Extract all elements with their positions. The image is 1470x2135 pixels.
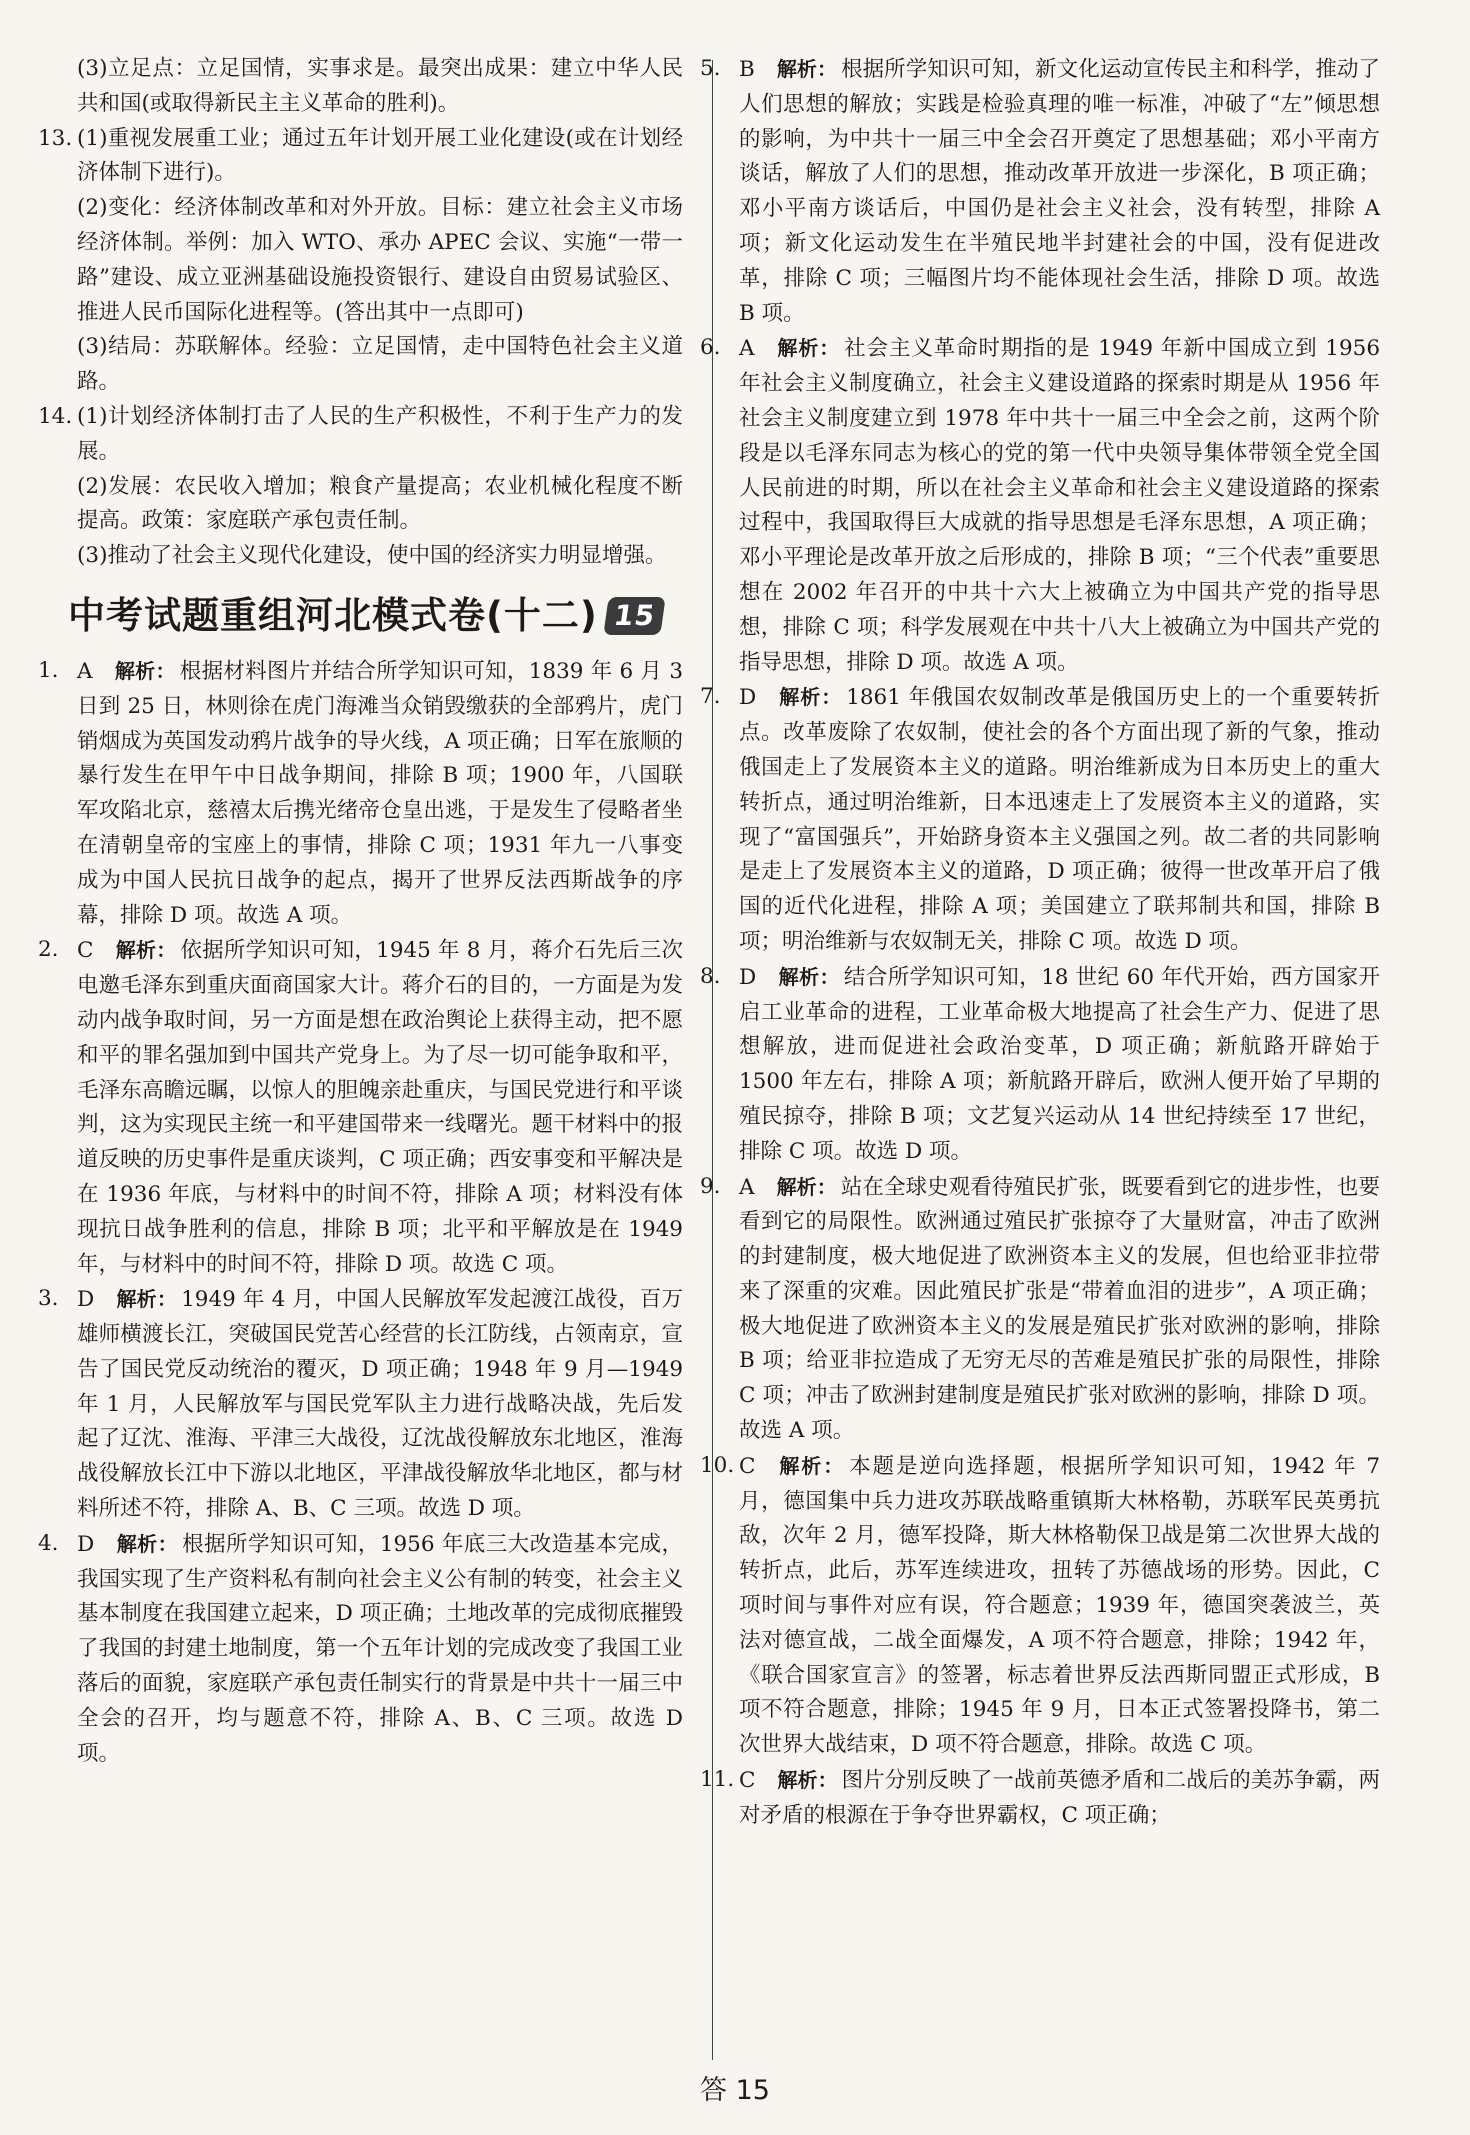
question-number: 11. [700, 1767, 735, 1793]
analysis-label: 解析： [776, 336, 841, 361]
page-number: 答 15 [700, 2075, 770, 2106]
answer-letter: D [739, 685, 757, 711]
analysis-label: 解析： [778, 685, 843, 710]
answer-letter: D [77, 1287, 95, 1313]
analysis-text: 本题是逆向选择题，根据所学知识可知，1942 年 7 月，德国集中兵力进攻苏联战略重镇斯大林格勒，苏联军民英勇抗敌，次年 2 月，德军投降，斯大林格勒保卫战是第二次世界大战的转折点，此后，苏军连续进攻，扭转了苏德战场的形势。因此，C 项时间与事件对应有误，符合题意；1939 年，德国突袭波兰，英法对德宣战，二战全面爆发，A 项不符合题意，排除；1942 年，《联合国家宣言》的签署，标志着世界反法西斯同盟正式形成，B 项不符合题意，排除；1945 年 9 月，日本正式签署投降书，第二次世界大战结束，D 项不符合题意，排除。故选 C 项。 [739, 1453, 1380, 1758]
analysis-label: 解析： [115, 938, 177, 963]
answer-letter: C [739, 1453, 756, 1479]
continuation-paragraph: (3)立足点：立足国情，实事求是。最突出成果：建立中华人民共和国(或取得新民主主义革命的胜利)。 [77, 56, 683, 116]
answer-letter: B [739, 57, 755, 82]
answer-letter: A [77, 658, 93, 684]
analysis-label: 解析： [777, 1453, 846, 1478]
answer-letter: A [739, 336, 755, 362]
question-number: 3. [38, 1286, 59, 1312]
question-number: 5. [700, 56, 721, 81]
question-number: 6. [700, 335, 721, 361]
question-number: 14. [38, 403, 73, 429]
question-number: 1. [38, 657, 59, 683]
answer-item [700, 1763, 1380, 1834]
question-number: 8. [700, 963, 721, 989]
section-title-text: 中考试题重组河北模式卷(十二) [68, 593, 598, 637]
analysis-text: 根据所学知识可知，1956 年底三大改造基本完成，我国实现了生产资料私有制向社会主义公有制的转变，社会主义基本制度在我国建立起来，D 项正确；土地改革的完成彻底摧毁了我国的封建土地制度，第一个五年计划的完成改变了我国工业落后的面貌，家庭联产承包责任制实行的背景是中共十一届三中全会的召开，均与题意不符，排除 A、B、C 三项。故选 D 项。 [77, 1531, 684, 1766]
answer-letter: D [77, 1531, 95, 1557]
analysis-text: 社会主义革命时期指的是 1949 年新中国成立到 1956 年社会主义制度确立，社会主义建设道路的探索时期是从 1956 年社会主义制度建立到 1978 年中共十一届三中全会之前，这两个阶段是以毛泽东同志为核心的党的第一代中央领导集体带领全党全国人民前进的时期，所以在社会主义革命和社会主义建设道路的探索过程中，我国取得巨大成就的指导思想是毛泽东思想，A 项正确；邓小平理论是改革开放之后形成的，排除 B 项；“三个代表”重要思想在 2002 年召开的中共十六大上被确立为中国共产党的指导思想，排除 C 项；科学发展观在中共十八大上被确立为中国共产党的指导思想，排除 D 项。故选 A 项。 [739, 336, 1381, 675]
analysis-text: 根据材料图片并结合所学知识可知，1839 年 6 月 3 日到 25 日，林则徐在虎门海滩当众销毁缴获的全部鸦片，虎门销烟成为英国发动鸦片战争的导火线，A 项正确；日军在旅顺的暴行发生在甲午中日战争期间，排除 B 项；1900 年，八国联军攻陷北京，慈禧太后携光绪帝仓皇出逃，于是发生了侵略者坐在清朝皇帝的宝座上的事情，排除 C 项；1931 年九一八事变成为中国人民抗日战争的起点，揭开了世界反法西斯战争的序幕，排除 D 项。故选 A 项。 [77, 658, 684, 928]
analysis-label: 解析： [114, 658, 176, 683]
answer-item [700, 1170, 1380, 1449]
answer-part: (2)发展：农民收入增加；粮食产量提高；农业机械化程度不断提高。政策：家庭联产承包责任制。 [77, 473, 683, 534]
analysis-text: 1949 年 4 月，中国人民解放军发起渡江战役，百万雄师横渡长江，突破国民党苦心经营的长江防线，占领南京，宣告了国民党反动统治的覆灭，D 项正确；1948 年 9 月—1949 年 1 月，人民解放军与国民党军队主力进行战略决战，先后发起了辽沈、淮海、平津三大战役，辽沈战役解放东北地区，淮海战役解放长江中下游以北地区，平津战役解放华北地区，都与材料所述不符，排除 A、B、C 三项。故选 D 项。 [77, 1287, 683, 1522]
answer-14 [38, 400, 683, 574]
left-column [38, 52, 683, 1771]
answer-item [38, 1527, 683, 1772]
answer-part: (1)重视发展重工业；通过五年计划开展工业化建设(或在计划经济体制下进行)。 [77, 125, 683, 186]
question-number: 2. [38, 937, 59, 963]
answer-item [700, 52, 1380, 331]
question-number: 4. [38, 1530, 59, 1556]
answer-item [700, 680, 1380, 959]
analysis-text: 依据所学知识可知，1945 年 8 月，蒋介石先后三次电邀毛泽东到重庆面商国家大计。蒋介石的目的，一方面是为发动内战争取时间，另一方面是想在政治舆论上获得主动，把不愿和平的罪名强加到中国共产党身上。为了尽一切可能争取和平，毛泽东高瞻远瞩，以惊人的胆魄亲赴重庆，与国民党进行和平谈判，这为实现民主统一和平建国带来一线曙光。题干材料中的报道反映的历史事件是重庆谈判，C 项正确；西安事变和平解决是在 1936 年底，与材料中的时间不符，排除 A 项；材料没有体现抗日战争胜利的信息，排除 B 项；北平和平解放是在 1949 年，与材料中的时间不符，排除 D 项。故选 C 项。 [77, 938, 683, 1277]
answer-13 [38, 122, 683, 400]
answer-letter: A [739, 1174, 755, 1200]
analysis-label: 解析： [776, 1174, 837, 1199]
analysis-text: 站在全球史观看待殖民扩张，既要看到它的进步性，也要看到它的局限性。欧洲通过殖民扩张掠夺了大量财富，冲击了欧洲的封建制度，极大地促进了欧洲资本主义的发展，但也给亚非拉带来了深重的灾难。因此殖民扩张是“带着血泪的进步”，A 项正确；极大地促进了欧洲资本主义的发展是殖民扩张对欧洲的影响，排除 B 项；给亚非拉造成了无穷无尽的苦难是殖民扩张的局限性，排除 C 项；冲击了欧洲封建制度是殖民扩张对欧洲的影响，排除 D 项。故选 A 项。 [739, 1174, 1380, 1444]
answer-item [700, 1449, 1380, 1763]
analysis-text: 图片分别反映了一战前英德矛盾和二战后的美苏争霸，两对矛盾的根源在于争夺世界霸权，C 项正确； [739, 1768, 1380, 1828]
answer-part: (1)计划经济体制打击了人民的生产积极性，不利于生产力的发展。 [77, 403, 683, 464]
answer-item [700, 960, 1380, 1170]
answer-part: (3)推动了社会主义现代化建设，使中国的经济实力明显增强。 [77, 543, 667, 569]
answer-item [38, 933, 683, 1282]
answer-item [38, 654, 683, 933]
analysis-text: 结合所学知识可知，18 世纪 60 年代开始，西方国家开启工业革命的进程，工业革命极大地提高了社会生产力、促进了思想解放，进而促进社会政治变革，D 项正确；新航路开辟始于 1500 年左右，排除 A 项；新航路开辟后，欧洲人便开始了早期的殖民掠夺，排除 B 项；文艺复兴运动从 14 世纪持续至 17 世纪，排除 C 项。故选 D 项。 [739, 964, 1380, 1164]
analysis-text: 根据所学知识可知，新文化运动宣传民主和科学，推动了人们思想的解放；实践是检验真理的唯一标准，冲破了“左”倾思想的影响，为中共十一届三中全会召开奠定了思想基础；邓小平南方谈话，解放了人们的思想，推动改革开放进一步深化，B 项正确；邓小平南方谈话后，中国仍是社会主义社会，没有转型，排除 A 项；新文化运动发生在半殖民地半封建社会的中国，没有促进改革，排除 C 项；三幅图片均不能体现社会生活，排除 D 项。故选 B 项。 [739, 57, 1380, 326]
question-number: 10. [700, 1452, 735, 1478]
answer-letter: C [77, 938, 94, 964]
question-number: 13. [38, 125, 73, 151]
analysis-label: 解析： [777, 1768, 838, 1793]
analysis-label: 解析： [778, 964, 840, 989]
answer-part: (2)变化：经济体制改革和对外开放。目标：建立社会主义市场经济体制。举例：加入 WTO、承办 APEC 会议、实施“一带一路”建设、成立亚洲基础设施投资银行、建设自由贸易试验区、推进人民币国际化进程等。(答出其中一点即可) [77, 195, 683, 325]
answer-letter: D [739, 964, 757, 990]
answer-part: (3)结局：苏联解体。经验：立足国情，走中国特色社会主义道路。 [77, 334, 683, 395]
section-number-badge: 15 [603, 597, 665, 635]
analysis-label: 解析： [116, 1531, 179, 1556]
answer-item [700, 331, 1380, 680]
question-number: 7. [700, 684, 721, 710]
analysis-text: 1861 年俄国农奴制改革是俄国历史上的一个重要转折点。改革废除了农奴制，使社会的各个方面出现了新的气象，推动俄国走上了发展资本主义的道路。明治维新成为日本历史上的重大转折点，通过明治维新，日本迅速走上了发展资本主义的道路，实现了“富国强兵”，开始跻身资本主义强国之列。故二者的共同影响是走上了发展资本主义的道路，D 项正确；彼得一世改革开启了俄国的近代化进程，排除 A 项；美国建立了联邦制共和国，排除 B 项；明治维新与农奴制无关，排除 C 项。故选 D 项。 [739, 685, 1380, 954]
section-title [68, 590, 683, 642]
right-column [700, 52, 1380, 1834]
answer-letter: C [739, 1768, 756, 1794]
analysis-label: 解析： [116, 1287, 178, 1312]
analysis-label: 解析： [776, 57, 838, 81]
question-number: 9. [700, 1173, 721, 1199]
answer-item [38, 1282, 683, 1527]
